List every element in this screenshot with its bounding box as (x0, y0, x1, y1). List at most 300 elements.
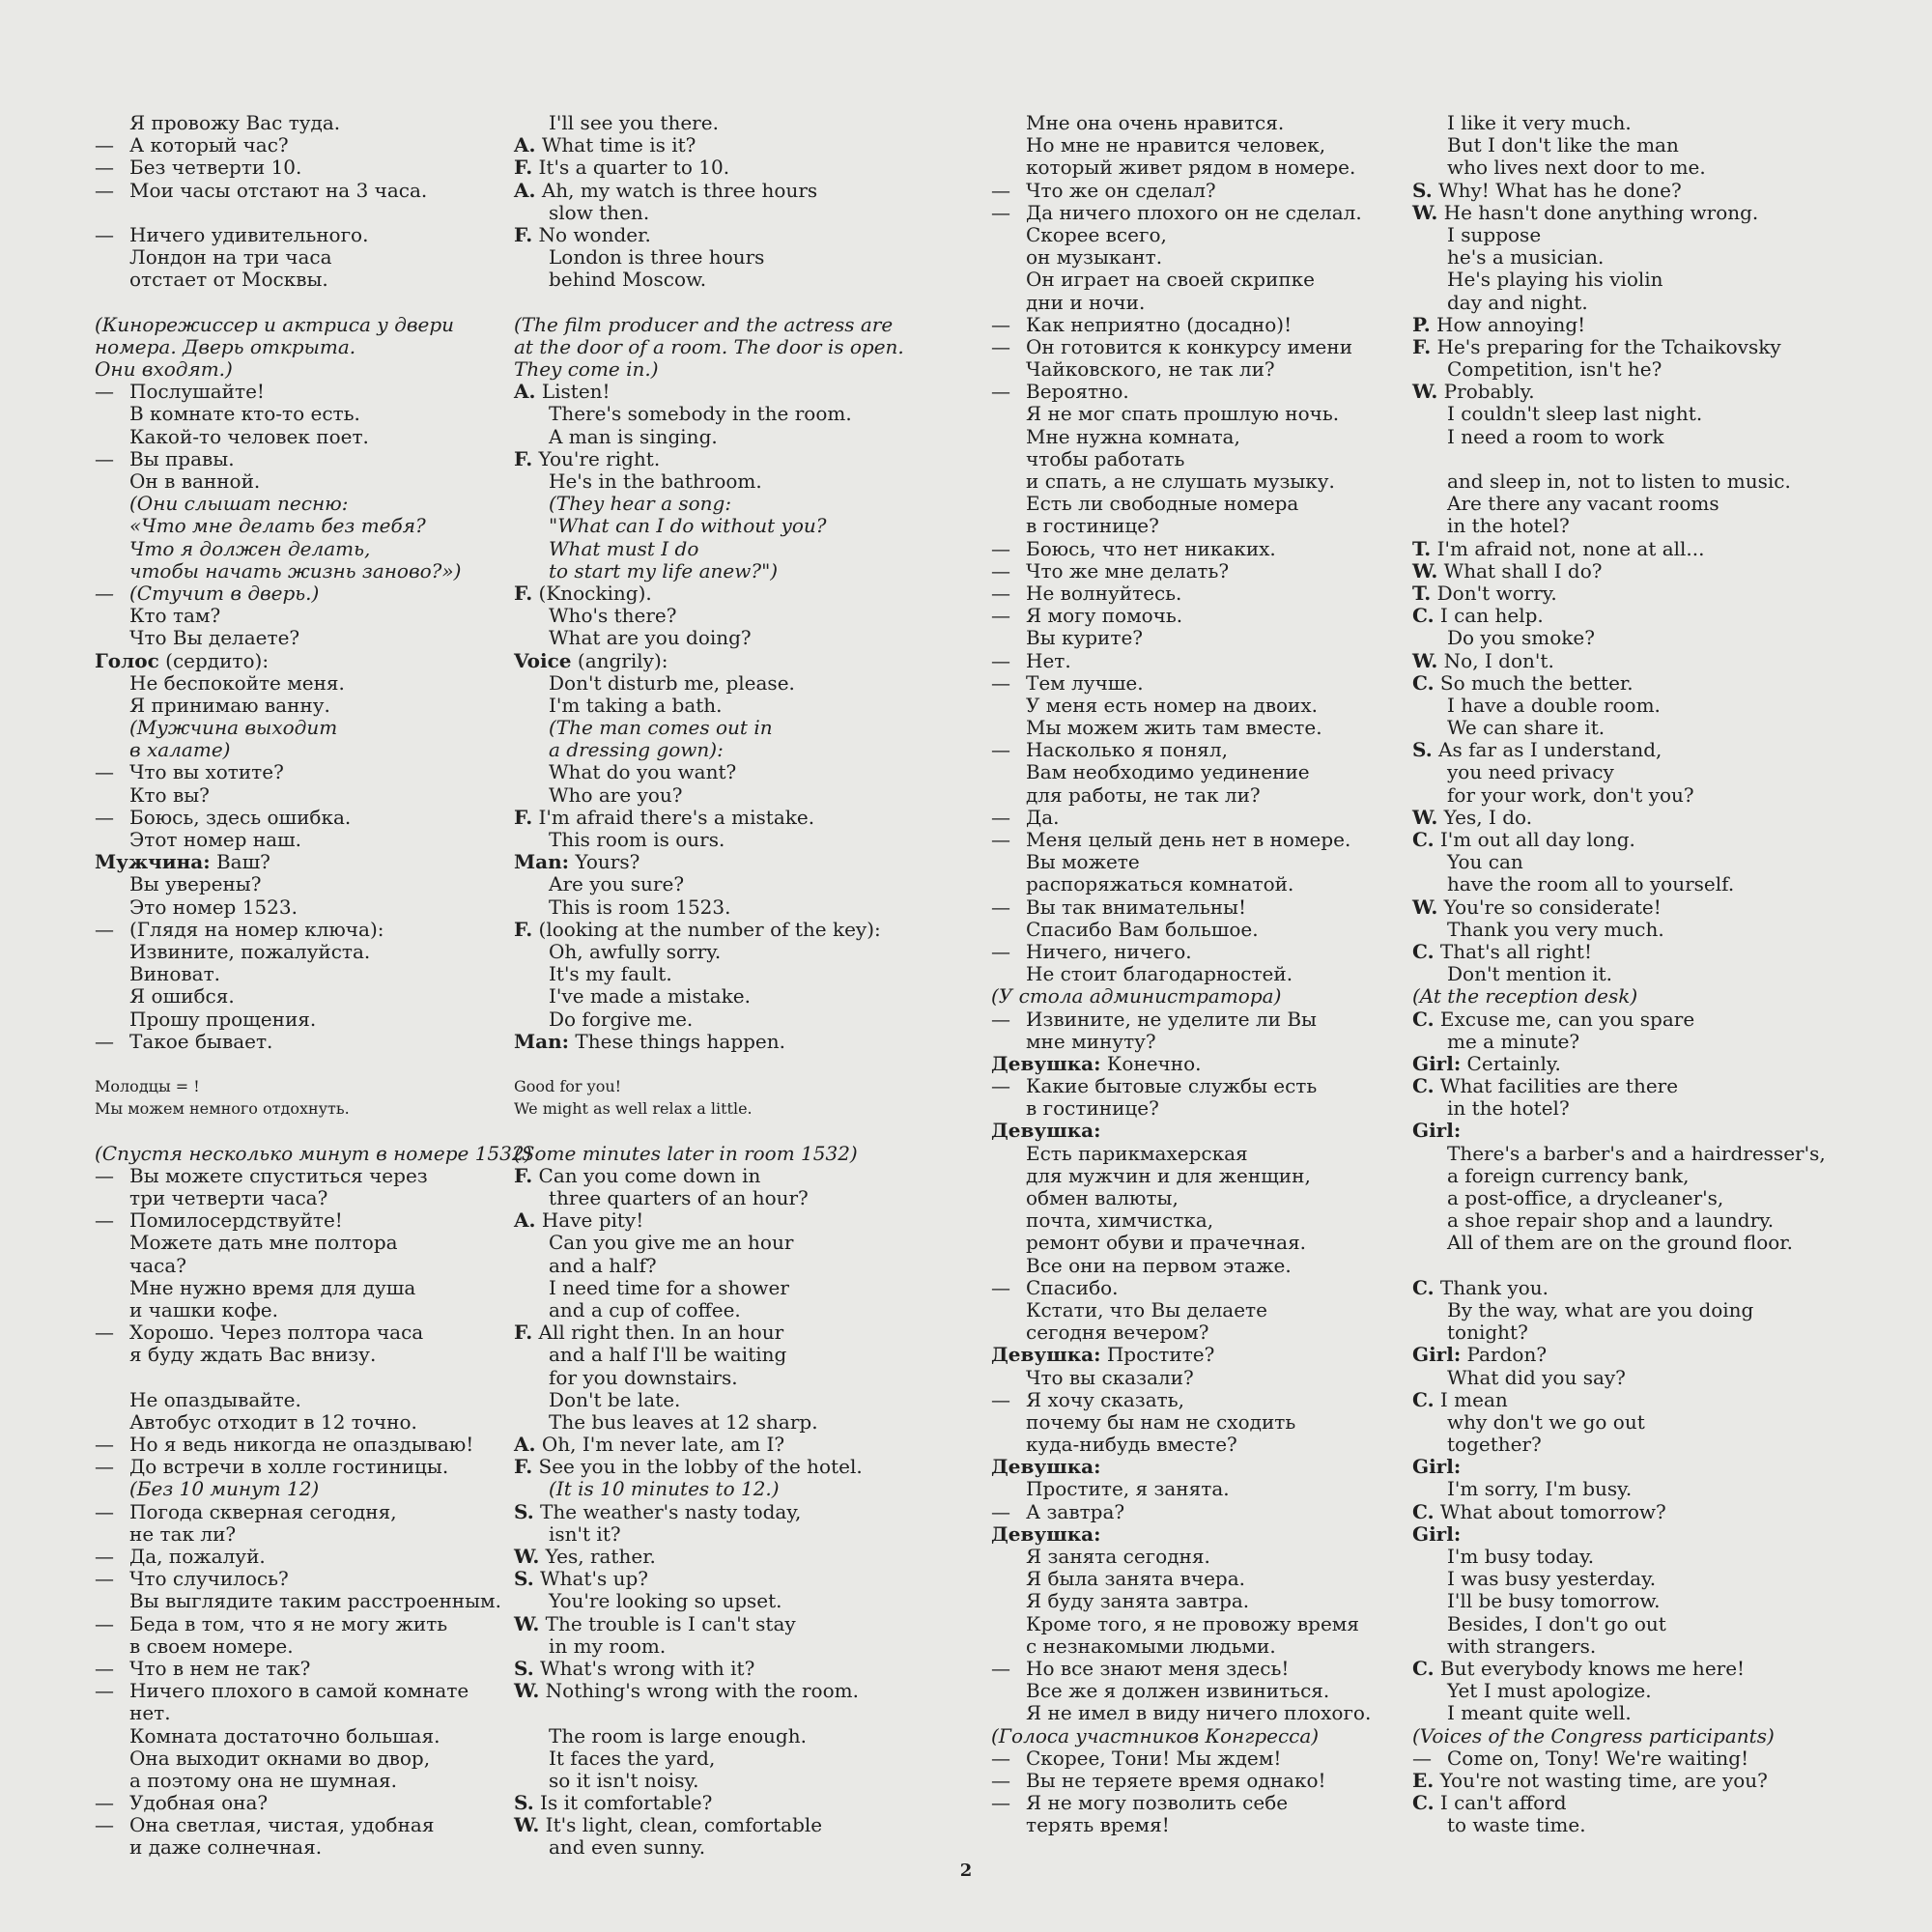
dialogue-line (514, 381, 939, 403)
line-text: You're so considerate! (1437, 895, 1662, 919)
line-text: Молодцы = ! (95, 1077, 200, 1096)
line-text: He's playing his violin (1447, 268, 1663, 292)
speaker-label: S. (514, 1656, 534, 1680)
line-text: a shoe repair shop and a laundry. (1447, 1208, 1775, 1233)
line-text: I'll be busy tomorrow. (1447, 1589, 1661, 1613)
dialogue-line (514, 1143, 939, 1165)
dialogue-line (991, 739, 1406, 761)
dialogue-line (95, 784, 510, 807)
speaker-label: W. (1412, 558, 1438, 582)
dialogue-line (991, 1478, 1406, 1500)
speaker-label: C. (1412, 1656, 1435, 1680)
line-text: What facilities are there (1434, 1074, 1679, 1098)
line-text: Я принимаю ванну. (129, 693, 330, 717)
dialogue-line (1412, 1814, 1876, 1836)
speaker-label: C. (1412, 604, 1435, 628)
dialogue-line (991, 1031, 1406, 1053)
speaker-label: T. (1412, 581, 1432, 605)
line-text: All of them are on the ground floor. (1447, 1231, 1794, 1255)
dialogue-line (514, 761, 939, 783)
line-text: Погода скверная сегодня, (129, 1499, 397, 1523)
dialogue-line (95, 650, 510, 672)
dialogue-line (514, 1478, 939, 1500)
line-text: Как неприятно (досадно)! (1026, 312, 1293, 336)
line-text: and even sunny. (549, 1835, 706, 1860)
line-text: У меня есть номер на двоих. (1026, 693, 1318, 717)
line-text: By the way, what are you doing (1447, 1297, 1754, 1321)
dialogue-line (95, 739, 510, 761)
line-text: Certainly. (1461, 1051, 1561, 1075)
line-text: Этот номер наш. (129, 828, 301, 851)
line-text: Я занята сегодня. (1026, 1545, 1210, 1568)
line-text: Автобус отходит в 12 точно. (129, 1409, 417, 1434)
dialogue-line (1412, 1411, 1876, 1434)
line-text: and a cup of coffee. (549, 1297, 741, 1321)
dialogue-line (95, 1702, 510, 1724)
line-text: You're not wasting time, are you? (1434, 1768, 1768, 1792)
dialogue-line (991, 1165, 1406, 1187)
dialogue-line (514, 582, 939, 605)
line-text: Меня целый день нет в номере. (1026, 828, 1351, 851)
speaker-label: F. (514, 581, 533, 605)
line-text: No wonder. (532, 222, 651, 246)
dialogue-line (991, 873, 1406, 895)
line-text: Есть ли свободные номера (1026, 492, 1299, 516)
dialogue-line (95, 627, 510, 649)
dialogue-line (95, 1255, 510, 1277)
blank-line (95, 202, 510, 224)
line-text: Тем лучше. (1026, 670, 1144, 695)
line-text: (Голоса участников Конгресса) (991, 1723, 1320, 1747)
dialogue-line (95, 1299, 510, 1321)
line-text: Мы можем немного отдохнуть. (95, 1099, 350, 1119)
dialogue-line (95, 246, 510, 269)
line-text: It's a quarter to 10. (532, 156, 730, 180)
dialogue-line (1412, 851, 1876, 873)
line-text: Спасибо Вам большое. (1026, 917, 1259, 941)
dialogue-line (514, 202, 939, 224)
dialogue-line (1412, 1501, 1876, 1523)
dialogue-line (95, 1725, 510, 1747)
line-text: (У стола администратора) (991, 984, 1282, 1009)
page-number: 2 (959, 1861, 973, 1881)
dialogue-line (991, 851, 1406, 873)
dialogue-line (514, 873, 939, 895)
line-text: What shall I do? (1437, 558, 1603, 582)
line-text: нет. (129, 1701, 171, 1725)
line-text: Нет. (1026, 648, 1071, 672)
dialogue-line (991, 112, 1406, 134)
dialogue-line (514, 246, 939, 269)
line-text: Кроме того, я не провожу время (1026, 1611, 1359, 1635)
line-text: Ah, my watch is three hours (535, 178, 818, 202)
dialogue-line (991, 1546, 1406, 1568)
blank-line (95, 1120, 510, 1142)
line-text: (Без 10 минут 12) (129, 1477, 320, 1501)
line-text: (сердито): (158, 648, 270, 672)
dialogue-line (991, 156, 1406, 179)
line-text: Can you give me an hour (549, 1231, 794, 1255)
dialogue-line (991, 1009, 1406, 1031)
dialogue-line (991, 1814, 1406, 1836)
dialogue-line (991, 605, 1406, 627)
dialogue-line (991, 919, 1406, 941)
line-text: (Knocking). (532, 581, 652, 605)
line-text: for you downstairs. (549, 1365, 738, 1389)
line-text: Что в нем не так? (129, 1656, 311, 1680)
dialogue-line (991, 470, 1406, 493)
dialogue-line (1412, 695, 1876, 717)
dialogue-line (1412, 403, 1876, 425)
line-text: Мы можем жить там вместе. (1026, 716, 1322, 740)
dialogue-line (991, 784, 1406, 807)
line-text: Да ничего плохого он не сделал. (1026, 200, 1362, 224)
dialogue-line (1412, 292, 1876, 314)
line-text: (The man comes out in (549, 716, 773, 740)
dialogue-line (514, 314, 939, 336)
dialogue-line (991, 650, 1406, 672)
line-text: Вы курите? (1026, 626, 1143, 650)
dialogue-line (514, 1367, 939, 1389)
dialogue-line (1412, 1209, 1876, 1232)
blank-line (1412, 1255, 1876, 1277)
line-text: Она выходит окнами во двор, (129, 1746, 431, 1770)
dialogue-line (991, 314, 1406, 336)
dialogue-line (514, 1009, 939, 1031)
dialogue-line (95, 448, 510, 470)
line-text: Вероятно. (1026, 380, 1129, 404)
dialogue-line (1412, 650, 1876, 672)
line-text: together? (1447, 1433, 1542, 1457)
line-text: (Кинорежиссер и актриса у двери (95, 312, 455, 336)
dialogue-line (514, 717, 939, 739)
speaker-label: W. (514, 1545, 540, 1568)
line-text: What did you say? (1447, 1365, 1626, 1389)
dialogue-line (991, 1411, 1406, 1434)
line-text: Да. (1026, 805, 1060, 829)
dialogue-line (991, 695, 1406, 717)
dialogue-line (95, 314, 510, 336)
dialogue-line (514, 1344, 939, 1366)
line-text: What time is it? (535, 133, 696, 157)
dialogue-line (991, 1120, 1406, 1142)
dialogue-line (1412, 1523, 1876, 1546)
line-text: и чашки кофе. (129, 1297, 279, 1321)
dialogue-line (514, 851, 939, 873)
dialogue-line (991, 269, 1406, 291)
line-text: Who's there? (549, 604, 677, 628)
line-text: A man is singing. (549, 424, 718, 448)
dialogue-line (95, 1097, 510, 1120)
line-text: slow then. (549, 200, 650, 224)
line-text: (It is 10 minutes to 12.) (549, 1477, 780, 1501)
line-text: Какие бытовые службы есть (1026, 1074, 1318, 1098)
dialogue-line (95, 515, 510, 537)
line-text: Она светлая, чистая, удобная (129, 1813, 435, 1837)
line-text: куда-нибудь вместе? (1026, 1433, 1237, 1457)
speaker-label: A. (514, 1433, 536, 1457)
line-text: How annoying! (1430, 312, 1586, 336)
line-text: Это номер 1523. (129, 895, 298, 919)
line-text: почему бы нам не сходить (1026, 1409, 1296, 1434)
dialogue-line (1412, 538, 1876, 560)
dialogue-line (1412, 1165, 1876, 1187)
dialogue-line (95, 403, 510, 425)
line-text: Я буду занята завтра. (1026, 1589, 1250, 1613)
dialogue-line (514, 1277, 939, 1299)
dialogue-line (514, 1255, 939, 1277)
dialogue-line (514, 403, 939, 425)
dialogue-line (95, 1792, 510, 1814)
line-text: В комнате кто-то есть. (129, 402, 360, 426)
dialogue-line (1412, 1321, 1876, 1344)
line-text: He hasn't done anything wrong. (1437, 200, 1759, 224)
dialogue-line (991, 336, 1406, 358)
line-text: Nothing's wrong with the room. (539, 1679, 859, 1703)
line-text: и даже солнечная. (129, 1835, 323, 1860)
dialogue-line (95, 426, 510, 448)
dialogue-line (991, 761, 1406, 783)
line-text: These things happen. (569, 1029, 786, 1053)
dialogue-line (1412, 358, 1876, 381)
dialogue-line (991, 941, 1406, 963)
speaker-label: W. (1412, 380, 1438, 404)
dialogue-line (95, 134, 510, 156)
line-text: Yes, rather. (539, 1545, 656, 1568)
line-text: Я не имел в виду ничего плохого. (1026, 1701, 1372, 1725)
line-text: Thank you very much. (1447, 917, 1664, 941)
line-text: не так ли? (129, 1521, 237, 1546)
dialogue-line (1412, 202, 1876, 224)
line-text: в своем номере. (129, 1634, 294, 1658)
line-text: Такое бывает. (129, 1029, 273, 1053)
speaker-label: Girl: (1412, 1119, 1462, 1143)
dialogue-line (95, 941, 510, 963)
line-text: and a half I'll be waiting (549, 1343, 787, 1367)
line-text: That's all right! (1434, 939, 1592, 963)
line-text: "What can I do without you? (549, 514, 827, 538)
line-text: для мужчин и для женщин, (1026, 1163, 1311, 1187)
line-text: Он играет на своей скрипке (1026, 268, 1316, 292)
dialogue-line (514, 1456, 939, 1478)
speaker-label: F. (514, 222, 533, 246)
dialogue-line (95, 1658, 510, 1680)
line-text: Excuse me, can you spare (1434, 1007, 1695, 1031)
dialogue-line (514, 985, 939, 1008)
dialogue-line (514, 1165, 939, 1187)
line-text: Вы можете спуститься через (129, 1163, 428, 1187)
dialogue-line (1412, 112, 1876, 134)
dialogue-line (1412, 515, 1876, 537)
line-text: What's up? (533, 1567, 648, 1591)
line-text: Беда в том, что я не могу жить (129, 1611, 448, 1635)
dialogue-line (514, 739, 939, 761)
dialogue-line (1412, 224, 1876, 246)
dialogue-line (95, 896, 510, 919)
dialogue-line (514, 493, 939, 515)
dialogue-line (514, 515, 939, 537)
dialogue-line (514, 1546, 939, 1568)
line-text: Мне нужно время для душа (129, 1275, 416, 1299)
line-text: Виноват. (129, 962, 221, 986)
dialogue-line (1412, 1009, 1876, 1031)
dialogue-line (95, 963, 510, 985)
line-text: Yet I must apologize. (1447, 1679, 1652, 1703)
dialogue-line (1412, 896, 1876, 919)
dialogue-line (991, 403, 1406, 425)
dialogue-line (1412, 156, 1876, 179)
dialogue-line (95, 1568, 510, 1590)
line-text: Ничего плохого в самой комнате (129, 1679, 469, 1703)
dialogue-line (514, 1836, 939, 1859)
dialogue-line (95, 470, 510, 493)
speaker-label: C. (1412, 1791, 1435, 1815)
dialogue-line (1412, 1747, 1876, 1770)
line-text: Можете дать мне полтора (129, 1231, 398, 1255)
line-text: Come on, Tony! We're waiting! (1447, 1746, 1749, 1770)
speaker-label: C. (1412, 1499, 1435, 1523)
line-text: а поэтому она не шумная. (129, 1768, 397, 1792)
line-text: Мои часы отстают на 3 часа. (129, 178, 428, 202)
line-text: Есть парикмахерская (1026, 1141, 1248, 1165)
line-text: I'm busy today. (1447, 1545, 1595, 1568)
line-text: Do you smoke? (1447, 626, 1595, 650)
line-text: Простите? (1100, 1343, 1215, 1367)
dialogue-line (1412, 1635, 1876, 1658)
line-text: What's wrong with it? (533, 1656, 755, 1680)
line-text: (Стучит в дверь.) (129, 581, 320, 605)
dialogue-line (95, 1411, 510, 1434)
dialogue-line (95, 493, 510, 515)
dialogue-line (514, 180, 939, 202)
column-russian-right (991, 112, 1406, 1836)
dialogue-line (991, 381, 1406, 403)
speaker-label: C. (1412, 1074, 1435, 1098)
speaker-label: C. (1412, 1387, 1435, 1411)
dialogue-line (514, 1232, 939, 1254)
line-text: Комната достаточно большая. (129, 1723, 440, 1747)
dialogue-line (514, 963, 939, 985)
line-text: Мне она очень нравится. (1026, 111, 1285, 134)
line-text: Спасибо. (1026, 1275, 1119, 1299)
dialogue-line (991, 1434, 1406, 1456)
line-text: There's somebody in the room. (549, 402, 852, 426)
line-text: Oh, I'm never late, am I? (535, 1433, 785, 1457)
line-text: ремонт обуви и прачечная. (1026, 1231, 1307, 1255)
dialogue-line (514, 134, 939, 156)
dialogue-line (95, 873, 510, 895)
dialogue-line (991, 202, 1406, 224)
speaker-label: W. (1412, 805, 1438, 829)
dialogue-line (1412, 426, 1876, 448)
line-text: он музыкант. (1026, 245, 1163, 270)
line-text: I couldn't sleep last night. (1447, 402, 1703, 426)
line-text: Вам необходимо уединение (1026, 760, 1310, 784)
line-text: Listen! (535, 380, 611, 404)
line-text: We can share it. (1447, 716, 1605, 740)
dialogue-line (1412, 1478, 1876, 1500)
dialogue-line (1412, 381, 1876, 403)
dialogue-line (95, 1523, 510, 1546)
dialogue-line (514, 1501, 939, 1523)
dialogue-line (514, 807, 939, 829)
line-text: Они входят.) (95, 357, 233, 382)
speaker-label: Девушка: (991, 1455, 1101, 1479)
speaker-label: Girl: (1412, 1521, 1462, 1546)
speaker-label: F. (514, 156, 533, 180)
dialogue-line (95, 1680, 510, 1702)
speaker-label: C. (1412, 939, 1435, 963)
line-text: We might as well relax a little. (514, 1099, 753, 1119)
line-text: But everybody knows me here! (1434, 1656, 1746, 1680)
line-text: The weather's nasty today, (533, 1499, 802, 1523)
dialogue-line (95, 1031, 510, 1053)
line-text: (Some minutes later in room 1532) (514, 1141, 858, 1165)
dialogue-line (514, 1321, 939, 1344)
line-text: This room is ours. (549, 828, 725, 851)
dialogue-line (991, 538, 1406, 560)
line-text: I'll see you there. (549, 111, 719, 134)
dialogue-line (991, 582, 1406, 605)
line-text: I mean (1434, 1387, 1508, 1411)
blank-line (95, 1053, 510, 1075)
speaker-label: C. (1412, 670, 1435, 695)
dialogue-line (95, 695, 510, 717)
line-text: I suppose (1447, 222, 1542, 246)
line-text: in my room. (549, 1634, 667, 1658)
dialogue-line (514, 470, 939, 493)
dialogue-line (514, 1725, 939, 1747)
line-text: Что я должен делать, (129, 536, 371, 560)
line-text: a foreign currency bank, (1447, 1163, 1690, 1187)
line-text: Но мне не нравится человек, (1026, 133, 1326, 157)
line-text: Боюсь, что нет никаких. (1026, 536, 1276, 560)
dialogue-line (1412, 1702, 1876, 1724)
line-text: Я провожу Вас туда. (129, 111, 341, 134)
dialogue-line (95, 605, 510, 627)
dialogue-line (1412, 470, 1876, 493)
dialogue-line (95, 156, 510, 179)
speaker-label: Voice (514, 648, 572, 672)
dialogue-line (991, 1277, 1406, 1299)
speaker-label: A. (514, 380, 536, 404)
speaker-label: C. (1412, 1275, 1435, 1299)
dialogue-line (991, 1255, 1406, 1277)
line-text: Я не могу позволить себе (1026, 1791, 1289, 1815)
line-text: isn't it? (549, 1521, 621, 1546)
dialogue-line (95, 1277, 510, 1299)
dialogue-line (1412, 314, 1876, 336)
speaker-label: Голос (95, 648, 159, 672)
line-text: I meant quite well. (1447, 1701, 1632, 1725)
dialogue-line (991, 1702, 1406, 1724)
dialogue-line (1412, 963, 1876, 985)
line-text: распоряжаться комнатой. (1026, 872, 1294, 896)
dialogue-line (514, 1299, 939, 1321)
line-text: дни и ночи. (1026, 290, 1146, 314)
line-text: (They hear a song: (549, 492, 732, 516)
line-text: Он готовится к конкурсу имени (1026, 334, 1353, 358)
line-text: You can (1447, 850, 1523, 874)
blank-line (95, 292, 510, 314)
line-text: Лондон на три часа (129, 245, 332, 270)
line-text: he's a musician. (1447, 245, 1605, 270)
dialogue-line (1412, 560, 1876, 582)
dialogue-line (95, 381, 510, 403)
speaker-label: Girl: (1412, 1343, 1462, 1367)
dialogue-line (1412, 919, 1876, 941)
line-text: Какой-то человек поет. (129, 424, 369, 448)
